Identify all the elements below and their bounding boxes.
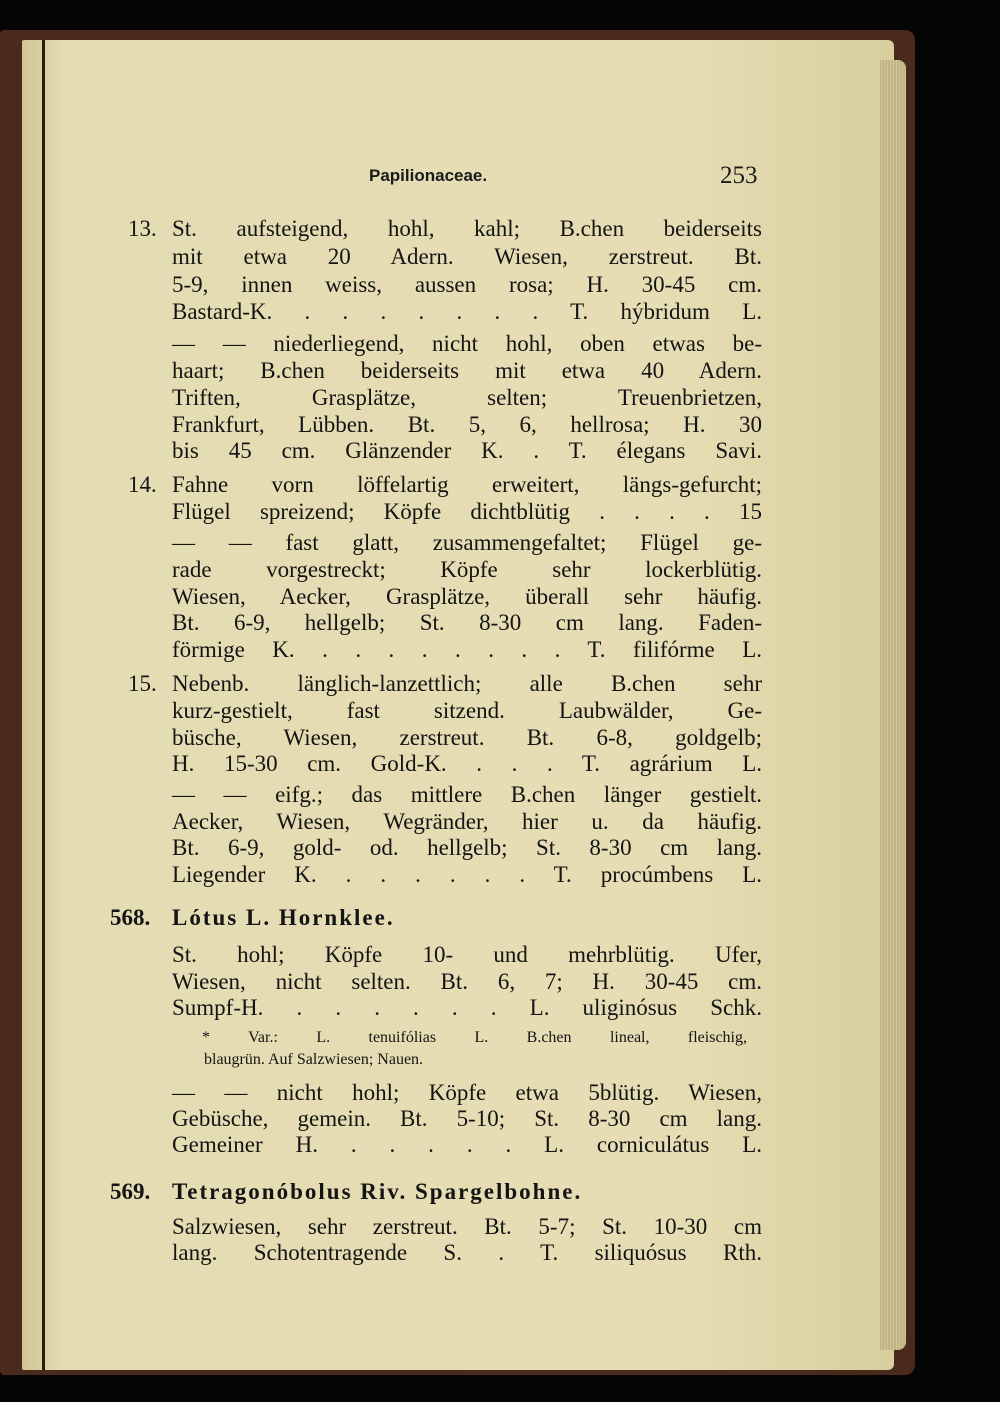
text-line: St. aufsteigend, hohl, kahl; B.chen beiderseits [172,216,762,241]
genus-title: Lótus L. Hornklee. [172,905,395,930]
genus-number-568: 568. [110,905,151,930]
text-line: Wiesen, nicht selten. Bt. 6, 7; H. 30-45 cm. [172,969,762,994]
text-line: — — eifg.; das mittlere B.chen länger gestielt. [172,782,762,807]
text-line: Salzwiesen, sehr zerstreut. Bt. 5-7; St. 10-30 cm [172,1214,762,1239]
text-line: — — nicht hohl; Köpfe etwa 5blütig. Wiesen, [172,1080,762,1105]
text-line: Flügel spreizend; Köpfe dichtblütig . . . . 15 [172,499,762,524]
text-line: haart; B.chen beiderseits mit etwa 40 Adern. [172,358,762,383]
text-line: kurz-gestielt, fast sitzend. Laubwälder, Ge- [172,698,762,723]
text-line: Wiesen, Aecker, Grasplätze, überall sehr häufig. [172,584,762,609]
genus-title: Tetragonóbolus Riv. Spargelbohne. [172,1179,583,1204]
key-number-13: 13. [128,216,157,241]
genus-number-569: 569. [110,1179,151,1204]
text-line: förmige K. . . . . . . . . T. filifórme L. [172,637,762,662]
key-number-15: 15. [128,671,157,696]
text-line: Bastard-K. . . . . . . . T. hýbridum L. [172,299,762,324]
text-line: Gemeiner H. . . . . . L. corniculátus L. [172,1132,762,1157]
text-line: Gebüsche, gemein. Bt. 5-10; St. 8-30 cm lang. [172,1106,762,1131]
text-line: Sumpf-H. . . . . . . L. uliginósus Schk. [172,995,762,1020]
text-line: — — niederliegend, nicht hohl, oben etwas be- [172,331,762,356]
text-line: büsche, Wiesen, zerstreut. Bt. 6-8, goldgelb; [172,725,762,750]
page-header [22,162,894,196]
key-number-14: 14. [128,472,157,497]
text-line: Fahne vorn löffelartig erweitert, längs-gefurcht; [172,472,762,497]
text-line: Frankfurt, Lübben. Bt. 5, 6, hellrosa; H. 30 [172,412,762,437]
text-line: Bt. 6-9, hellgelb; St. 8-30 cm lang. Faden- [172,610,762,635]
text-line: Triften, Grasplätze, selten; Treuenbrietzen, [172,385,762,410]
text-line: St. hohl; Köpfe 10- und mehrblütig. Ufer, [172,942,762,967]
text-line: Aecker, Wiesen, Wegränder, hier u. da häufig. [172,809,762,834]
text-line: Liegender K. . . . . . . T. procúmbens L. [172,862,762,887]
text-line: Nebenb. länglich-lanzettlich; alle B.chen sehr [172,671,762,696]
variety-note: blaugrün. Auf Salzwiesen; Nauen. [204,1051,424,1068]
gutter-line [42,40,45,1370]
text-line: lang. Schotentragende S. . T. siliquósus Rth. [172,1240,762,1265]
text-line: H. 15-30 cm. Gold-K. . . . T. agrárium L. [172,751,762,776]
book-page [22,40,894,1370]
variety-note: * Var.: L. tenuifólias L. B.chen lineal, fleischig, [202,1029,747,1046]
page-number: 253 [720,162,758,189]
text-line: — — fast glatt, zusammengefaltet; Flügel ge- [172,530,762,555]
text-line: Bt. 6-9, gold- od. hellgelb; St. 8-30 cm lang. [172,835,762,860]
running-head: Papilionaceae. [369,166,488,185]
page-fore-edge [880,60,906,1350]
text-line: 5-9, innen weiss, aussen rosa; H. 30-45 cm. [172,272,762,297]
text-line: bis 45 cm. Glänzender K. . T. élegans Savi. [172,438,762,463]
text-line: mit etwa 20 Adern. Wiesen, zerstreut. Bt. [172,244,762,269]
text-line: rade vorgestreckt; Köpfe sehr lockerblütig. [172,557,762,582]
